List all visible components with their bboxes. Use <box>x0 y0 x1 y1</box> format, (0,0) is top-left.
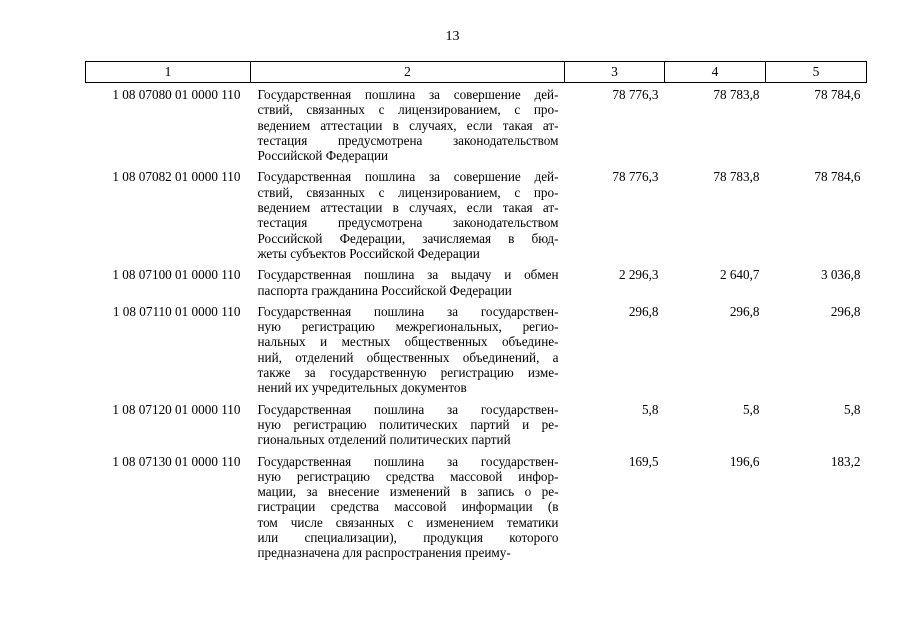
value-cell-col-5: 183,2 <box>830 453 861 469</box>
value-cell-col-3: 5,8 <box>642 401 659 417</box>
table-body <box>86 83 867 563</box>
header-row <box>86 62 867 83</box>
revenue-code-cell: 1 08 07130 01 0000 110 <box>112 453 241 469</box>
table-row <box>86 450 867 563</box>
table-row <box>86 83 867 166</box>
revenue-name-line: паспорта гражданина Российской Федерации <box>257 282 512 298</box>
revenue-name-line: ведением аттестации в случаях, если такая ат- <box>257 200 559 216</box>
revenue-name-line: мации, за внесение изменений в запись о ре- <box>257 484 559 500</box>
value-cell-col-4: 196,6 <box>729 453 760 469</box>
revenue-name-line: ную регистрацию средства массовой инфор- <box>257 468 559 484</box>
revenue-name-line: ствий, связанных с лицензированием, с про- <box>257 184 559 200</box>
revenue-code-cell: 1 08 07082 01 0000 110 <box>112 169 241 185</box>
revenue-name-line: Российской Федерации <box>257 148 389 164</box>
revenue-name-line: ную регистрацию межрегиональных, регио- <box>257 319 559 335</box>
revenue-code-cell: 1 08 07120 01 0000 110 <box>112 401 241 417</box>
value-cell-col-3: 2 296,3 <box>618 267 659 283</box>
table-header <box>86 62 867 83</box>
revenue-code-cell: 1 08 07100 01 0000 110 <box>112 267 241 283</box>
value-cell-col-4: 2 640,7 <box>719 267 760 283</box>
value-cell-col-5: 78 784,6 <box>814 87 861 102</box>
revenue-code-cell: 1 08 07110 01 0000 110 <box>112 303 241 319</box>
revenue-name-line: Государственная пошлина за государствен- <box>257 453 559 469</box>
revenue-name-line: нальных и местных общественных объедине- <box>257 334 559 350</box>
revenue-name-cell <box>251 165 565 263</box>
revenue-name-line: тестация предусмотрена законодательством <box>257 132 559 148</box>
column-header-1: 1 <box>86 62 251 83</box>
revenue-name-cell <box>251 450 565 563</box>
table-row <box>86 165 867 263</box>
value-cell-col-5: 5,8 <box>844 401 861 417</box>
revenue-name-line: том числе связанных с изменением тематики <box>257 514 559 530</box>
budget-revenue-table <box>85 61 867 563</box>
revenue-name-line: нений их учредительных документов <box>257 380 467 396</box>
revenue-name-line: или специализации), продукция которого <box>257 530 559 546</box>
revenue-name-line: предназначена для распространения преиму- <box>257 545 511 561</box>
column-header-5: 5 <box>766 62 867 83</box>
value-cell-col-4: 78 783,8 <box>713 87 760 102</box>
column-header-3: 3 <box>565 62 665 83</box>
value-cell-col-3: 296,8 <box>628 303 659 319</box>
column-header-2: 2 <box>251 62 565 83</box>
revenue-name-line: ведением аттестации в случаях, если такая ат- <box>257 117 559 133</box>
value-cell-col-4: 78 783,8 <box>713 169 760 185</box>
value-cell-col-5: 78 784,6 <box>814 169 861 185</box>
revenue-name-line: Государственная пошлина за государствен- <box>257 401 559 417</box>
revenue-name-line: ний, отделений общественных объединений, а <box>257 349 559 365</box>
revenue-name-line: Государственная пошлина за совершение дей- <box>257 87 559 102</box>
revenue-name-cell <box>251 263 565 300</box>
revenue-name-line: ную регистрацию политических партий и ре- <box>257 416 559 432</box>
revenue-name-cell <box>251 83 565 166</box>
revenue-name-line: Российской Федерации, зачисляемая в бюд- <box>257 230 559 246</box>
revenue-name-cell <box>251 398 565 450</box>
revenue-name-line: тестация предусмотрена законодательством <box>257 215 559 231</box>
value-cell-col-4: 5,8 <box>743 401 760 417</box>
value-cell-col-5: 296,8 <box>830 303 861 319</box>
table-row <box>86 300 867 398</box>
revenue-name-line: Государственная пошлина за совершение дей- <box>257 169 559 185</box>
table-row <box>86 263 867 300</box>
revenue-name-line: Государственная пошлина за государствен- <box>257 303 559 319</box>
revenue-name-line: гиональных отделений политических партий <box>257 432 511 448</box>
page-number: 13 <box>445 29 460 44</box>
value-cell-col-4: 296,8 <box>729 303 760 319</box>
value-cell-col-3: 78 776,3 <box>612 87 659 102</box>
revenue-code-cell: 1 08 07080 01 0000 110 <box>112 87 241 102</box>
column-header-4: 4 <box>665 62 766 83</box>
revenue-name-line: ствий, связанных с лицензированием, с про- <box>257 102 559 118</box>
revenue-name-line: также за государственную регистрацию изме- <box>257 365 559 381</box>
table-row <box>86 398 867 450</box>
value-cell-col-3: 169,5 <box>628 453 659 469</box>
revenue-name-line: Государственная пошлина за выдачу и обмен <box>257 267 559 283</box>
value-cell-col-5: 3 036,8 <box>820 267 861 283</box>
revenue-name-line: гистрации средства массовой информации (в <box>257 499 559 515</box>
value-cell-col-3: 78 776,3 <box>612 169 659 185</box>
revenue-name-cell <box>251 300 565 398</box>
revenue-name-line: жеты субъектов Российской Федерации <box>257 245 480 261</box>
